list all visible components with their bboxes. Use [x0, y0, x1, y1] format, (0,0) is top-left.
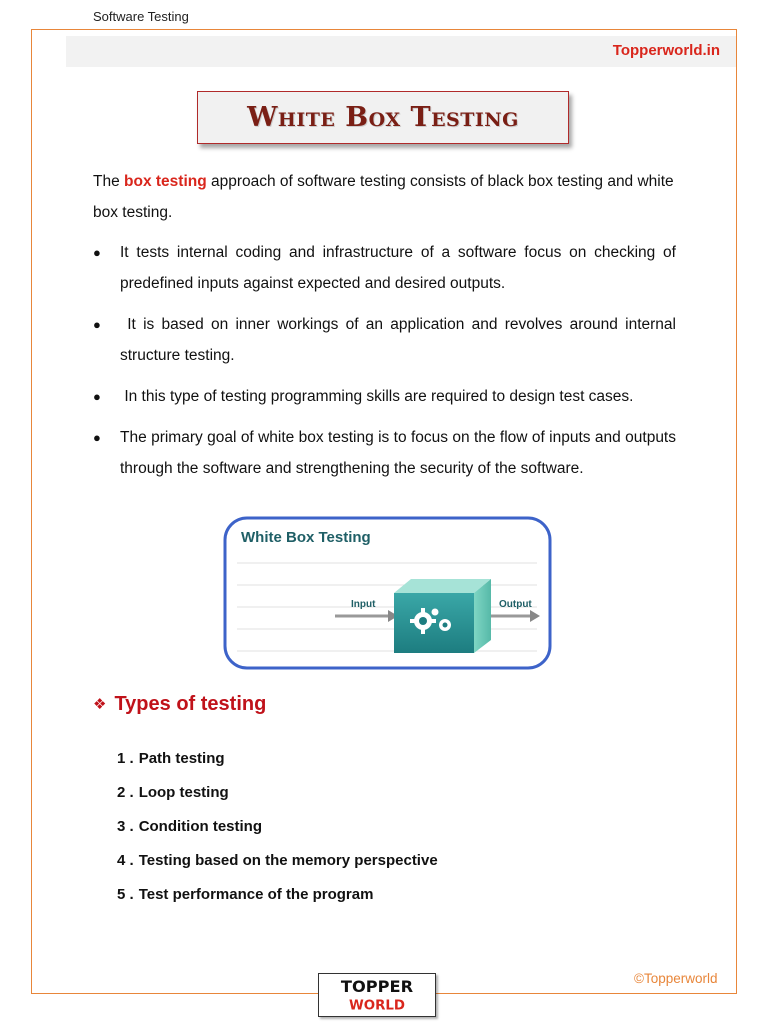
list-label: Path testing [138, 750, 225, 767]
bullet-text: In this type of testing programming skills are required to design test cases. [120, 388, 634, 405]
bullet-text: It tests internal coding and infrastructure of a software focus on checking of predefined inputs against expected and desired outputs. [120, 244, 676, 292]
bullet-list [93, 237, 681, 494]
bullet-item [93, 237, 676, 299]
list-number: 4 . [117, 852, 134, 869]
intro-text-start: The [93, 173, 125, 190]
output-label: Output [499, 599, 532, 610]
types-heading-text: Types of testing [114, 693, 267, 715]
bullet-text: The primary goal of white box testing is to focus on the flow of inputs and outputs through the software and strengthening the security of the software. [120, 429, 676, 477]
list-label: Loop testing [138, 784, 229, 801]
list-item [117, 810, 438, 844]
white-box-diagram [222, 515, 553, 671]
list-number: 3 . [117, 818, 134, 835]
list-item [117, 878, 438, 912]
site-bar [66, 36, 736, 67]
input-label: Input [351, 599, 376, 610]
list-item [117, 742, 438, 776]
logo-line-1: TOPPER [340, 977, 414, 997]
bullet-text: It is based on inner workings of an application and revolves around internal structure testing. [120, 316, 681, 364]
intro-text-end: approach of software testing consists of black box testing and white box testing. [93, 173, 674, 221]
list-number: 1 . [117, 750, 134, 767]
diagram-title: White Box Testing [241, 529, 371, 546]
bullet-dot-icon: ● [93, 389, 101, 404]
list-item [117, 776, 438, 810]
types-list [117, 742, 438, 912]
intro-paragraph [93, 166, 676, 228]
list-label: Condition testing [138, 818, 262, 835]
bullet-item [93, 381, 676, 412]
bullet-item [93, 309, 681, 371]
list-number: 2 . [117, 784, 134, 801]
title-box [197, 91, 569, 144]
bullet-dot-icon: ● [93, 245, 101, 260]
bullet-item [93, 422, 676, 484]
list-label: Testing based on the memory perspective [138, 852, 438, 869]
diamond-bullet-icon: ❖ [93, 696, 107, 713]
black-box-cube [394, 579, 491, 653]
list-label: Test performance of the program [138, 886, 374, 903]
page-title: White Box Testing [247, 102, 519, 133]
bullet-dot-icon: ● [93, 430, 101, 445]
running-header-title: Software Testing [93, 9, 189, 24]
bullet-dot-icon: ● [93, 317, 101, 332]
copyright-text: ©Topperworld [634, 971, 718, 986]
list-item [117, 844, 438, 878]
list-number: 5 . [117, 886, 134, 903]
topperworld-logo [318, 973, 436, 1017]
site-name: Topperworld.in [612, 42, 720, 59]
intro-highlight: box testing [124, 173, 207, 190]
types-heading [93, 693, 266, 716]
logo-line-2: WORLD [349, 998, 405, 1014]
